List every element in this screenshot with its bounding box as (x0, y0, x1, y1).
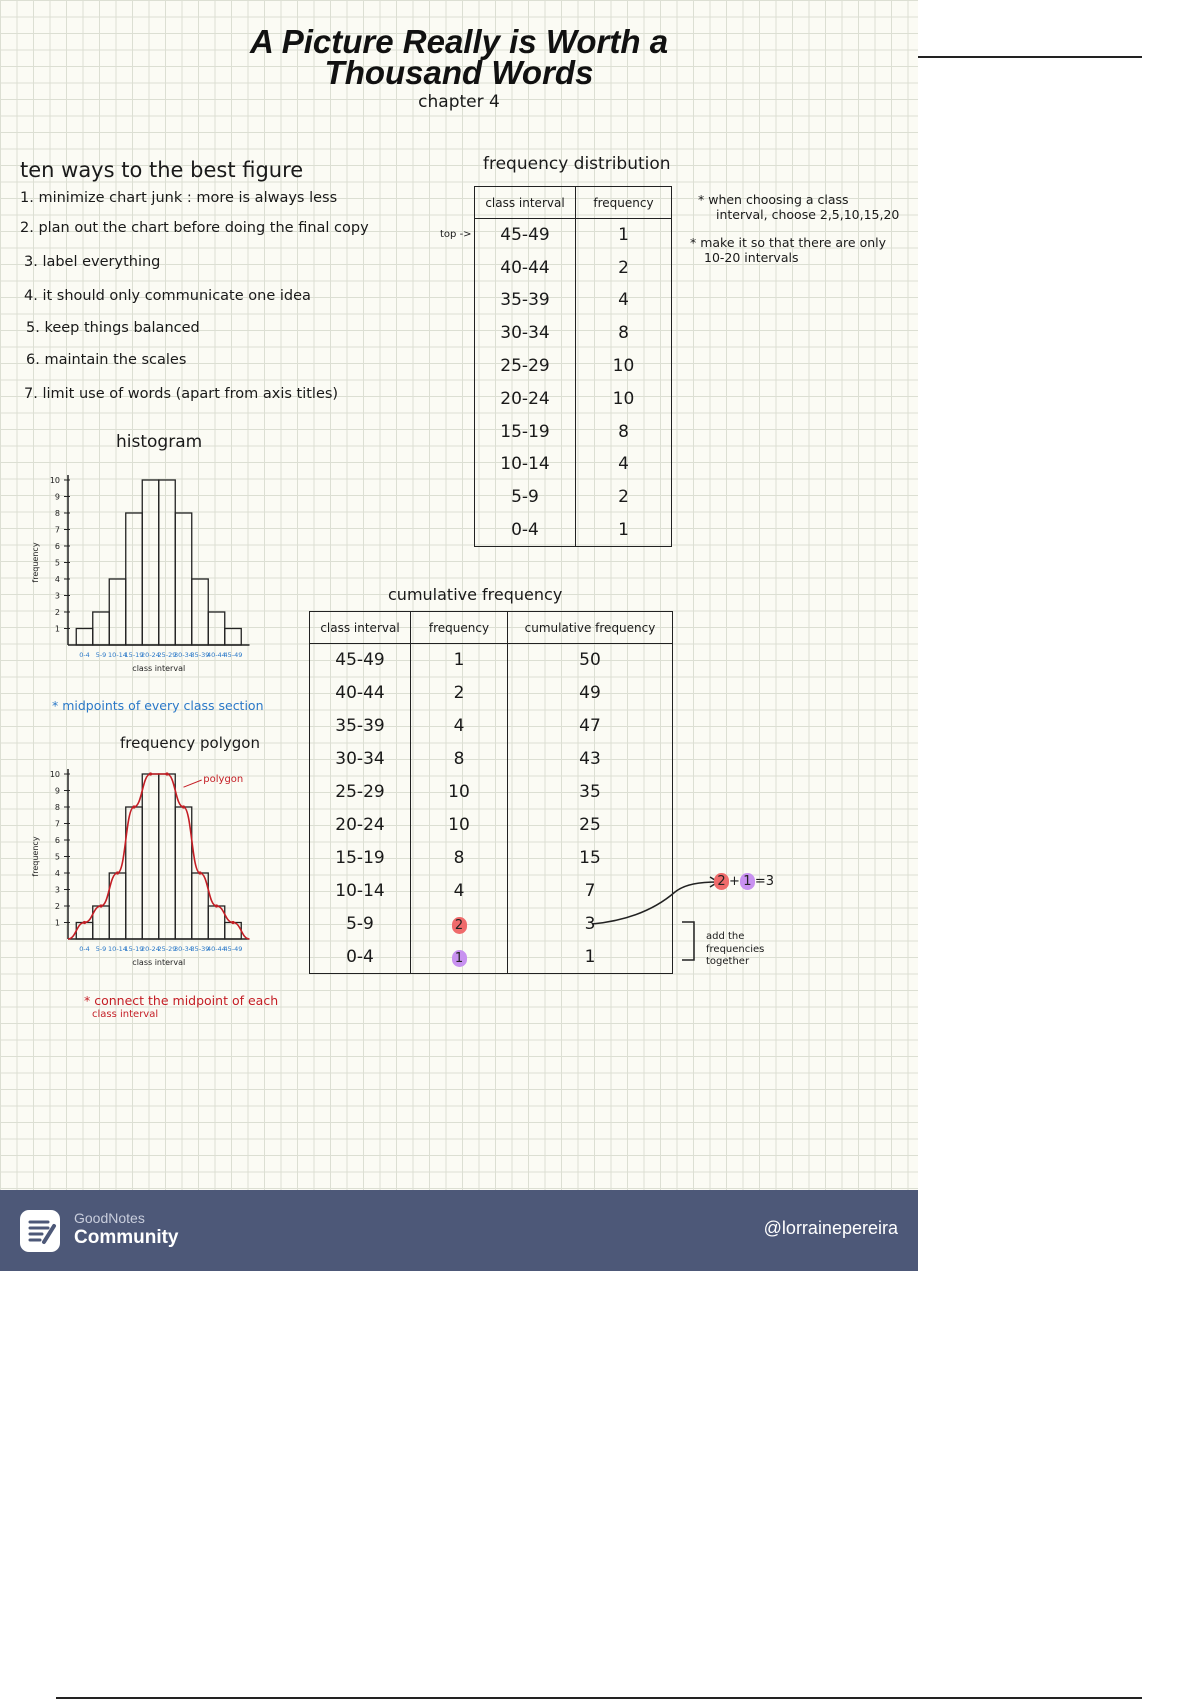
top-rule (918, 56, 1142, 58)
class-interval-cell: 15-19 (310, 842, 411, 875)
x-axis-title: class interval (132, 664, 186, 673)
class-interval-cell: 35-39 (475, 284, 576, 317)
x-tick-label: 15-19 (124, 651, 144, 659)
sum-arrow (590, 870, 720, 945)
polygon-point (165, 772, 168, 775)
frequency-cell (411, 908, 508, 941)
y-tick-label: 10 (49, 770, 60, 779)
bar (208, 612, 225, 645)
cumulative-frequency-cell: 25 (508, 809, 673, 842)
col-class-interval: class interval (475, 187, 576, 219)
cumulative-frequency-cell: 1 (508, 941, 673, 974)
table-row (310, 743, 673, 776)
frequency-cell: 4 (576, 448, 672, 481)
table-row (475, 415, 672, 448)
author-handle[interactable]: @lorrainepereira (763, 1218, 898, 1238)
class-interval-cell: 30-34 (475, 317, 576, 350)
polygon-point (149, 772, 152, 775)
table-row (475, 317, 672, 350)
polygon-note-1: * connect the midpoint of each (84, 993, 279, 1008)
x-tick-label: 5-9 (95, 651, 107, 659)
polygon-pointer-line (184, 780, 202, 787)
sum-result: =3 (754, 874, 775, 889)
polygon-point (132, 805, 135, 808)
class-interval-cell: 45-49 (475, 219, 576, 252)
cumulative-frequency-cell: 15 (508, 842, 673, 875)
x-tick-label: 20-24 (141, 651, 160, 659)
ten-ways-item: 2. plan out the chart before doing the final copy (20, 220, 369, 236)
ten-ways-item: 5. keep things balanced (26, 320, 200, 336)
brand-big[interactable]: Community (74, 1227, 179, 1248)
cumulative-heading: cumulative frequency (388, 585, 563, 604)
bar (175, 513, 192, 645)
y-tick-label: 3 (54, 591, 60, 601)
y-tick-label: 9 (54, 492, 60, 502)
y-tick-label: 3 (54, 885, 60, 895)
table-row (475, 251, 672, 284)
y-tick-label: 2 (54, 902, 60, 911)
class-interval-cell: 5-9 (475, 481, 576, 514)
x-tick-label: 10-14 (108, 651, 127, 659)
cum-col-frequency: frequency (411, 612, 508, 644)
y-tick-label: 4 (54, 575, 60, 584)
y-tick-label: 8 (54, 803, 60, 812)
y-tick-label: 4 (54, 869, 60, 878)
polygon-point (83, 921, 86, 924)
add-note-2: frequencies (706, 944, 765, 955)
x-tick-label: 30-34 (174, 651, 193, 659)
bar (126, 513, 143, 645)
cumulative-frequency-cell: 49 (508, 677, 673, 710)
x-axis-title: class interval (132, 958, 186, 967)
highlight-purple: 1 (452, 950, 467, 967)
polygon-point (182, 805, 185, 808)
x-tick-label: 40-44 (207, 945, 226, 953)
x-tick-label: 10-14 (108, 945, 127, 953)
y-tick-label: 6 (54, 836, 60, 845)
polygon-heading: frequency polygon (120, 734, 260, 752)
class-interval-cell: 15-19 (475, 415, 576, 448)
class-interval-cell: 35-39 (310, 710, 411, 743)
bottom-rule (56, 1697, 1142, 1699)
frequency-cell: 1 (576, 219, 672, 252)
polygon-note-2: class interval (92, 1009, 159, 1020)
frequency-cell (411, 941, 508, 974)
polygon-point (198, 871, 201, 874)
x-tick-label: 5-9 (95, 945, 107, 953)
freq-dist-heading: frequency distribution (483, 154, 671, 174)
ten-ways-item: 3. label everything (24, 254, 161, 270)
table-row (475, 219, 672, 252)
bar (159, 480, 176, 645)
y-tick-label: 7 (54, 819, 60, 829)
ten-ways-heading: ten ways to the best figure (20, 158, 304, 182)
cumulative-frequency-cell: 43 (508, 743, 673, 776)
note-class-interval-2: interval, choose 2,5,10,15,20 (716, 207, 900, 222)
bar (109, 579, 126, 645)
cumulative-frequency-cell: 50 (508, 644, 673, 677)
y-tick-label: 10 (49, 476, 60, 485)
frequency-cell: 1 (576, 514, 672, 547)
page-title (0, 23, 918, 91)
bar (142, 774, 159, 939)
frequency-cell: 4 (576, 284, 672, 317)
ten-ways-item: 4. it should only communicate one idea (24, 288, 311, 304)
x-tick-label: 25-29 (157, 651, 177, 659)
frequency-cell: 10 (411, 809, 508, 842)
polygon-point (231, 921, 234, 924)
frequency-cell: 2 (576, 251, 672, 284)
cumulative-frequency-cell: 3 (508, 908, 673, 941)
freq-dist-table (474, 186, 672, 547)
bar (225, 629, 242, 646)
title-line-1: A Picture Really is Worth a (249, 23, 669, 60)
cumulative-frequency-cell: 7 (508, 875, 673, 908)
polygon-point (116, 871, 119, 874)
frequency-cell: 1 (411, 644, 508, 677)
y-tick-label: 1 (54, 624, 60, 634)
sum-plus: + (729, 874, 740, 889)
title-line-2: Thousand Words (324, 54, 594, 91)
class-interval-cell: 20-24 (475, 382, 576, 415)
frequency-cell: 8 (576, 317, 672, 350)
frequency-cell: 10 (411, 776, 508, 809)
x-tick-label: 35-39 (190, 945, 210, 953)
class-interval-cell: 0-4 (475, 514, 576, 547)
y-tick-label: 2 (54, 608, 60, 617)
frequency-cell: 8 (411, 743, 508, 776)
class-interval-cell: 20-24 (310, 809, 411, 842)
table-row (475, 481, 672, 514)
bar (159, 774, 176, 939)
ten-ways-item: 7. limit use of words (apart from axis titles) (24, 386, 339, 402)
histogram-chart (28, 470, 260, 690)
y-tick-label: 9 (54, 786, 60, 796)
table-row (475, 284, 672, 317)
table-row (475, 448, 672, 481)
cum-col-cumulative: cumulative frequency (508, 612, 673, 644)
x-tick-label: 0-4 (79, 945, 90, 953)
note-class-interval-1: * when choosing a class (698, 192, 849, 207)
class-interval-cell: 5-9 (310, 908, 411, 941)
add-note-3: together (706, 956, 750, 967)
table-row (475, 514, 672, 547)
add-note-1: add the (706, 931, 745, 942)
table-row (310, 710, 673, 743)
y-tick-label: 1 (54, 918, 60, 928)
class-interval-cell: 10-14 (310, 875, 411, 908)
x-tick-label: 45-49 (223, 651, 243, 659)
frequency-cell: 10 (576, 350, 672, 383)
class-interval-cell: 0-4 (310, 941, 411, 974)
y-axis-title: frequency (31, 542, 40, 583)
footer-bar (0, 1190, 918, 1271)
table-row (475, 382, 672, 415)
table-row (475, 350, 672, 383)
table-row (310, 941, 673, 974)
note-interval-count-1: * make it so that there are only (690, 235, 887, 250)
bar (192, 579, 209, 645)
note-interval-count-2: 10-20 intervals (704, 250, 799, 265)
cum-col-class-interval: class interval (310, 612, 411, 644)
sum-a: 2 (714, 873, 729, 890)
cumulative-frequency-cell: 47 (508, 710, 673, 743)
y-tick-label: 7 (54, 525, 60, 535)
sum-expression (714, 873, 774, 890)
histogram-heading: histogram (116, 432, 203, 452)
table-row (310, 809, 673, 842)
cumulative-frequency-cell: 35 (508, 776, 673, 809)
class-interval-cell: 40-44 (310, 677, 411, 710)
class-interval-cell: 25-29 (310, 776, 411, 809)
polygon-point (215, 904, 218, 907)
y-tick-label: 5 (54, 558, 60, 568)
top-arrow-label: top -> (440, 229, 472, 240)
polygon-chart (28, 764, 268, 984)
highlight-red: 2 (452, 917, 467, 934)
polygon-point (99, 904, 102, 907)
chapter-label: chapter 4 (418, 92, 500, 112)
x-tick-label: 40-44 (207, 651, 226, 659)
polygon-pointer-label: polygon (203, 774, 244, 785)
brand-small: GoodNotes (74, 1210, 145, 1226)
ten-ways-item: 6. maintain the scales (26, 352, 187, 368)
class-interval-cell: 10-14 (475, 448, 576, 481)
x-tick-label: 25-29 (157, 945, 177, 953)
goodnotes-logo-icon (20, 1210, 60, 1252)
class-interval-cell: 40-44 (475, 251, 576, 284)
frequency-cell: 10 (576, 382, 672, 415)
midpoint-note: * midpoints of every class section (52, 698, 264, 713)
table-row (310, 776, 673, 809)
frequency-cell: 2 (576, 481, 672, 514)
x-tick-label: 35-39 (190, 651, 210, 659)
x-tick-label: 30-34 (174, 945, 193, 953)
y-axis-title: frequency (31, 836, 40, 877)
sum-b: 1 (740, 873, 755, 890)
y-tick-label: 5 (54, 852, 60, 862)
bar (93, 612, 110, 645)
class-interval-cell: 45-49 (310, 644, 411, 677)
bracket (680, 920, 700, 962)
class-interval-cell: 25-29 (475, 350, 576, 383)
x-tick-label: 15-19 (124, 945, 144, 953)
frequency-cell: 4 (411, 875, 508, 908)
x-tick-label: 45-49 (223, 945, 243, 953)
frequency-cell: 4 (411, 710, 508, 743)
frequency-cell: 8 (576, 415, 672, 448)
class-interval-cell: 30-34 (310, 743, 411, 776)
bar (76, 629, 93, 646)
x-tick-label: 0-4 (79, 651, 90, 659)
frequency-cell: 2 (411, 677, 508, 710)
ten-ways-item: 1. minimize chart junk : more is always less (20, 190, 338, 206)
table-row (310, 677, 673, 710)
col-frequency: frequency (576, 187, 672, 219)
y-tick-label: 6 (54, 542, 60, 551)
y-tick-label: 8 (54, 509, 60, 518)
table-row (310, 644, 673, 677)
x-tick-label: 20-24 (141, 945, 160, 953)
frequency-cell: 8 (411, 842, 508, 875)
bar (142, 480, 159, 645)
